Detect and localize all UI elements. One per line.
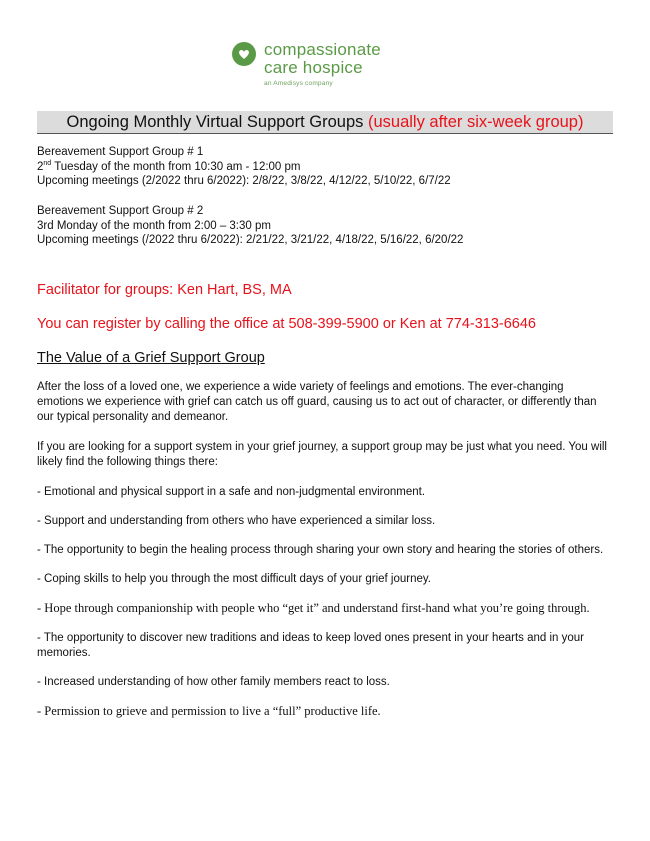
logo-name bbox=[264, 41, 381, 77]
logo-name-line1: compassionate bbox=[264, 40, 381, 59]
group1-schedule-num: 2 bbox=[37, 160, 44, 173]
list-item: - Coping skills to help you through the most difficult days of your grief journey. bbox=[37, 573, 431, 585]
page-title-note: (usually after six-week group) bbox=[367, 113, 584, 131]
list-item: - Permission to grieve and permission to live a “full” productive life. bbox=[37, 704, 381, 718]
list-item: - The opportunity to begin the healing process through sharing your own story and hearing the stories of others. bbox=[37, 544, 604, 556]
intro-paragraph-1: After the loss of a loved one, we experience a wide variety of feelings and emotions. The ever-changing emotions we experience with grief can catch us off guard, causing us to act out of character, or differently than our typical personality and demeanor. bbox=[37, 381, 597, 423]
facilitator-line: Facilitator for groups: Ken Hart, BS, MA bbox=[37, 282, 292, 298]
logo-name-line2: care hospice bbox=[264, 58, 363, 77]
group1-schedule-sup: nd bbox=[43, 159, 52, 167]
group2-section bbox=[37, 204, 463, 248]
register-line: You can register by calling the office at 508-399-5900 or Ken at 774-313-6646 bbox=[37, 316, 536, 332]
group1-schedule bbox=[37, 160, 451, 175]
value-heading: The Value of a Grief Support Group bbox=[37, 350, 265, 366]
page-title: Ongoing Monthly Virtual Support Groups bbox=[66, 113, 368, 131]
company-logo bbox=[232, 42, 402, 90]
intro-paragraph-2: If you are looking for a support system in your grief journey, a support group may be just what you need. You will likely find the following things there: bbox=[37, 441, 607, 468]
group1-schedule-rest: Tuesday of the month from 10:30 am - 12:00 pm bbox=[51, 160, 301, 173]
list-item: - Increased understanding of how other family members react to loss. bbox=[37, 676, 390, 688]
group2-schedule: 3rd Monday of the month from 2:00 – 3:30 pm bbox=[37, 219, 271, 232]
group2-name: Bereavement Support Group # 2 bbox=[37, 205, 204, 217]
list-item: - Hope through companionship with people who “get it” and understand first-hand what you’re going through. bbox=[37, 601, 590, 615]
list-item: - Support and understanding from others who have experienced a similar loss. bbox=[37, 515, 436, 527]
page-title-banner bbox=[37, 111, 613, 134]
list-item: - Emotional and physical support in a safe and non-judgmental environment. bbox=[37, 486, 426, 498]
group1-name: Bereavement Support Group # 1 bbox=[37, 146, 204, 158]
group1-section bbox=[37, 145, 451, 189]
group2-meetings: Upcoming meetings (/2022 thru 6/2022): 2/21/22, 3/21/22, 4/18/22, 5/16/22, 6/20/22 bbox=[37, 234, 464, 246]
group1-meetings: Upcoming meetings (2/2022 thru 6/2022): 2/8/22, 3/8/22, 4/12/22, 5/10/22, 6/7/22 bbox=[37, 175, 451, 187]
heart-hands-icon bbox=[232, 42, 256, 66]
logo-tagline: an Amedisys company bbox=[264, 80, 333, 87]
list-item: - The opportunity to discover new traditions and ideas to keep loved ones present in your hearts and in your memories. bbox=[37, 632, 585, 659]
